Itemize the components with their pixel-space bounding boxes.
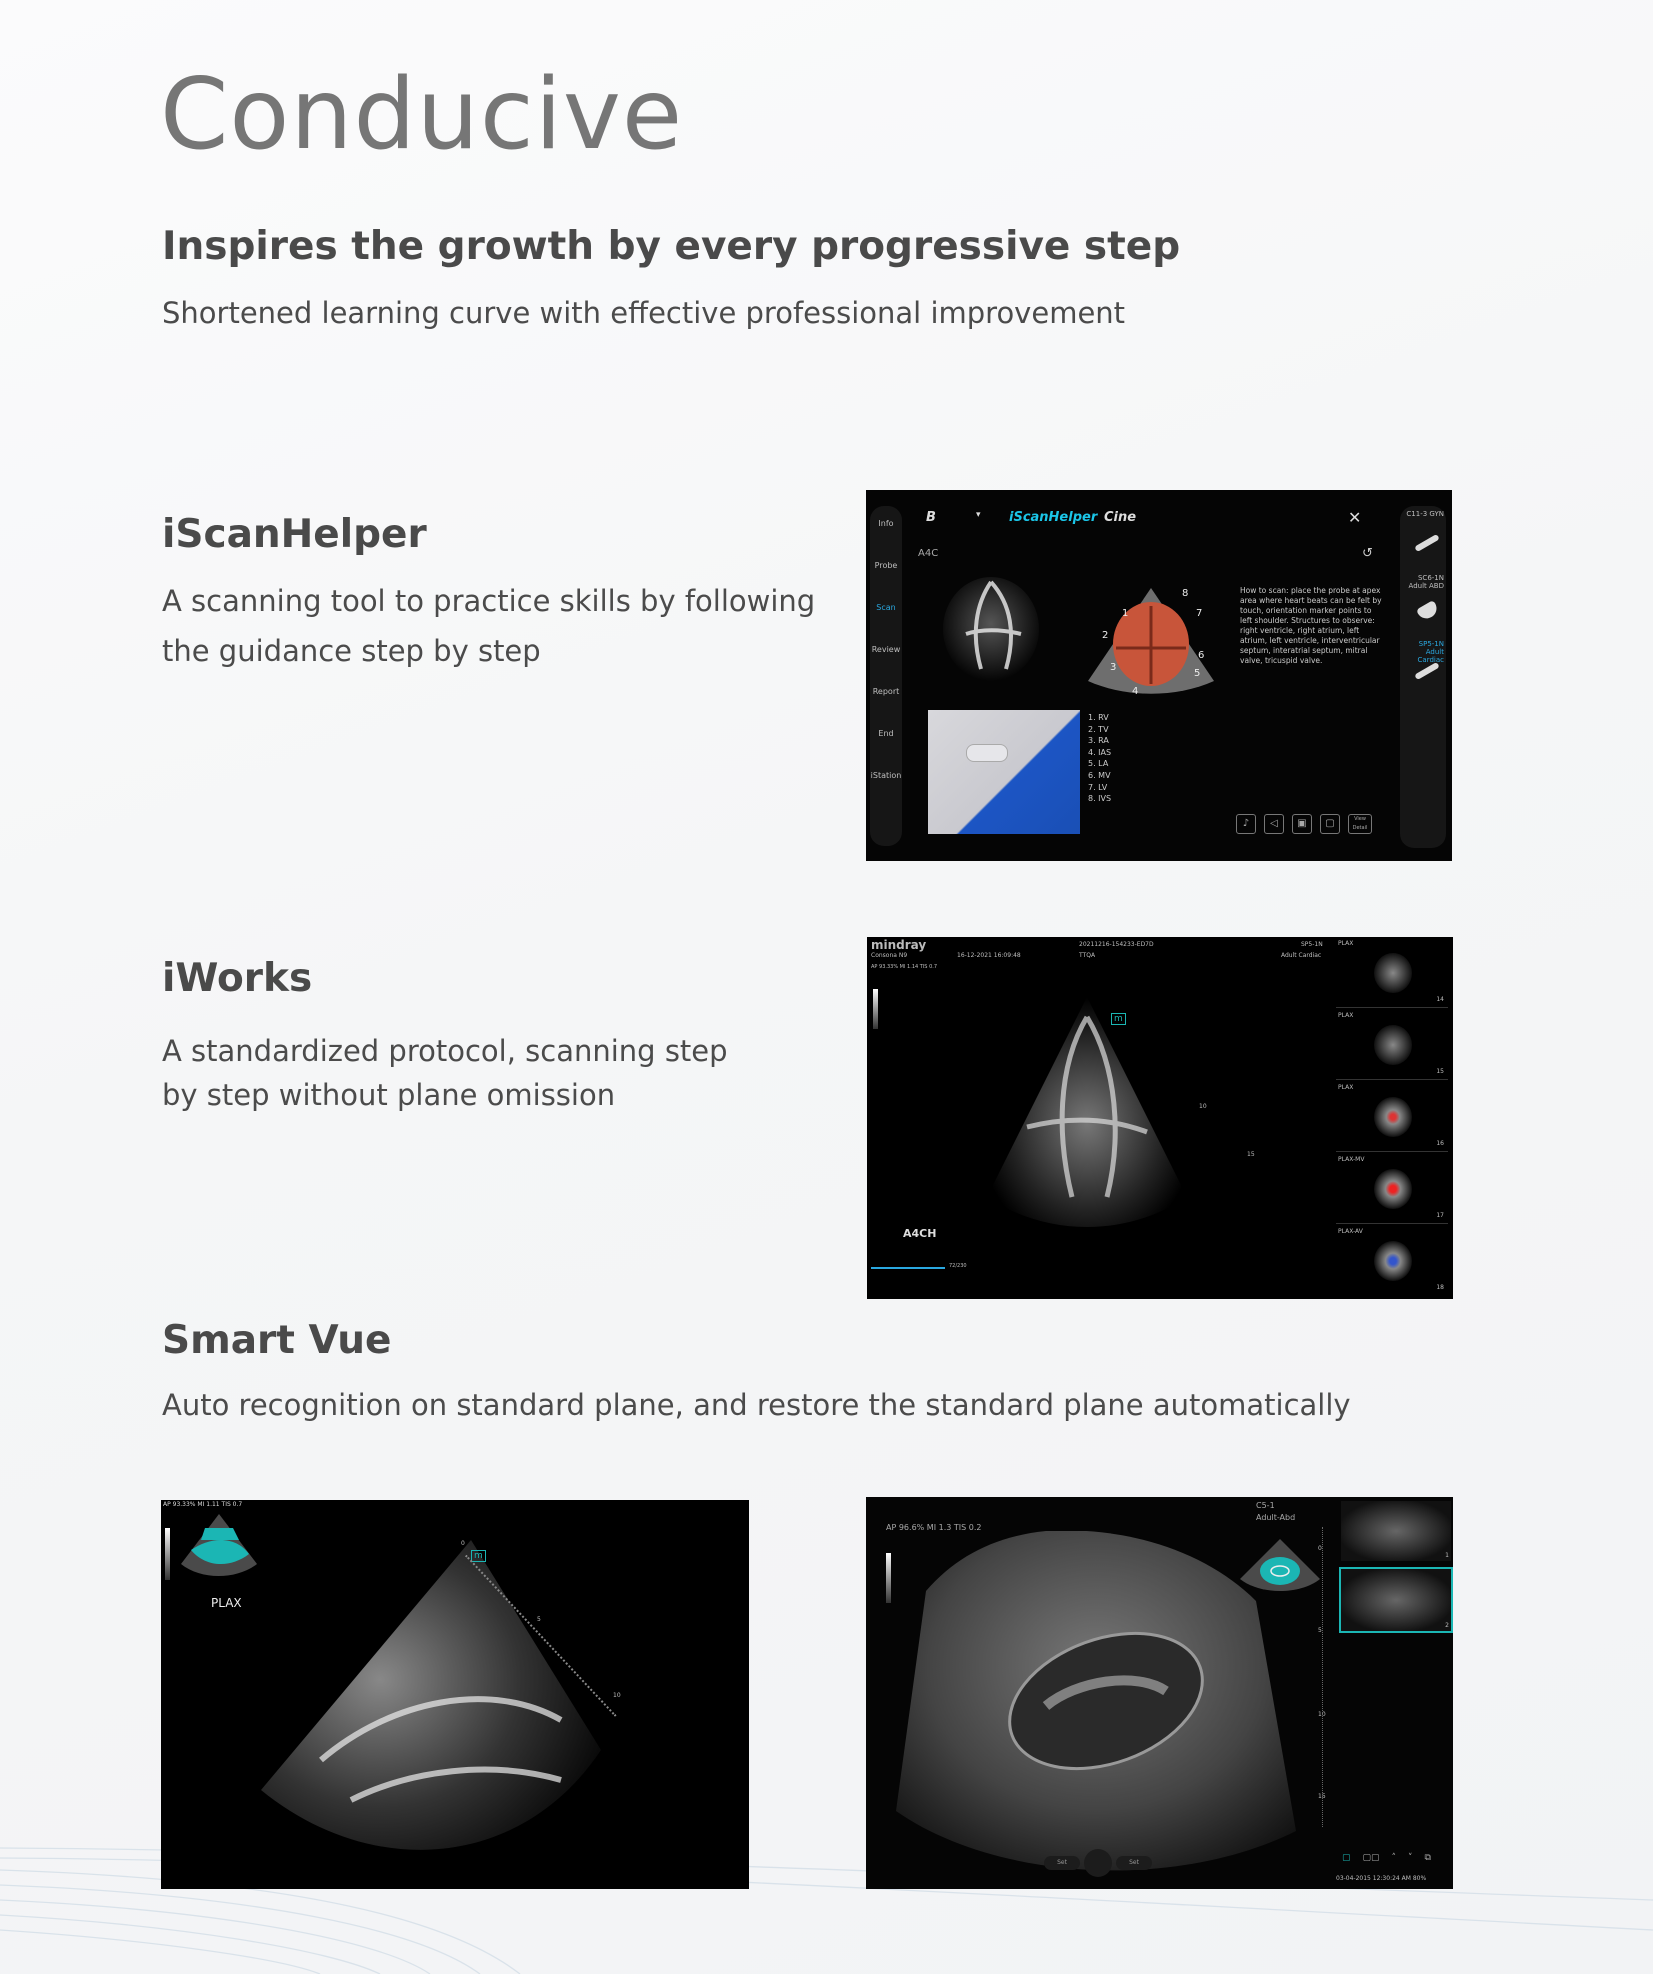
thumbnail-selected[interactable]: 2	[1339, 1567, 1453, 1633]
view-detail-button[interactable]: View Detail	[1348, 814, 1372, 834]
thumbnail[interactable]: PLAX-AV 18	[1338, 1228, 1444, 1291]
cine-count: 72/230	[949, 1263, 967, 1269]
legend-item: 8. IVS	[1088, 794, 1112, 804]
smartvue-desc: Auto recognition on standard plane, and restore the standard plane automatically	[162, 1388, 1351, 1422]
diagram-number-3: 3	[1110, 662, 1117, 673]
diagram-number-1: 1	[1122, 608, 1129, 619]
depth-mark: 10	[1318, 1711, 1326, 1718]
chevron-down-icon[interactable]: ˅	[1408, 1853, 1413, 1863]
echo-a4ch-image	[987, 997, 1187, 1237]
tab-iscanhelper[interactable]: iScanHelper	[1009, 510, 1098, 525]
acoustic-params: AP 93.33% MI 1.11 TIS 0.7	[163, 1501, 243, 1508]
probe-item[interactable]: SC6-1N Adult ABD	[1408, 574, 1444, 590]
thumbnail[interactable]: PLAX 16	[1336, 1081, 1448, 1152]
acoustic-params: AP 96.6% MI 1.3 TIS 0.2	[886, 1523, 982, 1532]
smartvue-abdomen-screenshot	[866, 1497, 1453, 1889]
single-view-icon[interactable]: ▢	[1320, 814, 1340, 834]
speaker-icon[interactable]: ◁	[1264, 814, 1284, 834]
iscanhelper-screenshot	[866, 490, 1452, 861]
ultrasound-kidney-image	[896, 1531, 1296, 1871]
legend-item: 3. RA	[1088, 736, 1109, 746]
diagram-number-5: 5	[1194, 668, 1201, 679]
tab-cine[interactable]: Cine	[1104, 510, 1137, 525]
screen-icon[interactable]: ⧉	[1424, 1853, 1431, 1863]
legend-item: 6. MV	[1088, 770, 1111, 780]
page-subheadline: Shortened learning curve with effective professional improvement	[162, 296, 1126, 330]
thumbnail-strip	[1334, 937, 1453, 1299]
legend-item: 2. TV	[1088, 724, 1109, 734]
page-headline: Inspires the growth by every progressive step	[162, 224, 1181, 269]
chevron-down-icon[interactable]: ▾	[976, 510, 981, 520]
diagram-number-4: 4	[1132, 686, 1139, 697]
view-label: PLAX	[211, 1596, 242, 1610]
depth-mark: 5	[1318, 1627, 1322, 1634]
layout-icon[interactable]: ▢	[1342, 1853, 1351, 1863]
smartvue-cardiac-screenshot	[161, 1500, 749, 1889]
depth-mark: 0	[461, 1540, 465, 1547]
depth-mark: 15	[1247, 1151, 1255, 1158]
iworks-desc-line1: A standardized protocol, scanning step	[162, 1034, 728, 1068]
status-bar: 03-04-2015 12:30:24 AM 80%	[1336, 1875, 1427, 1882]
diagram-number-6: 6	[1198, 650, 1205, 661]
depth-mark: 0	[1318, 1545, 1322, 1552]
probe-name: C5-1	[1256, 1501, 1275, 1510]
dual-layout-icon[interactable]: ▢▢	[1362, 1853, 1380, 1863]
close-icon[interactable]: ✕	[1348, 508, 1362, 527]
probe-item-active[interactable]: SP5-1N Adult Cardiac	[1417, 640, 1444, 664]
structure-legend	[1088, 712, 1111, 805]
orientation-marker: m	[471, 1550, 486, 1562]
depth-mark: 10	[1199, 1103, 1207, 1110]
depth-mark: 10	[613, 1692, 621, 1699]
depth-scale	[1322, 1527, 1323, 1827]
iscanhelper-desc-line1: A scanning tool to practice skills by following	[162, 584, 816, 618]
diagram-number-2: 2	[1102, 630, 1109, 641]
iworks-heading: iWorks	[162, 956, 313, 1001]
diagram-number-8: 8	[1182, 588, 1189, 599]
orientation-marker: m	[1111, 1013, 1126, 1025]
legend-item: 7. LV	[1088, 782, 1108, 792]
set-right-button[interactable]: Set	[1116, 1856, 1152, 1870]
operator: TTQA	[1079, 952, 1096, 959]
iscanhelper-heading: iScanHelper	[162, 512, 427, 557]
probe-item[interactable]: C11-3 GYN	[1406, 510, 1444, 518]
thumbnail[interactable]: PLAX-MV 17	[1336, 1153, 1448, 1224]
legend-item: 5. LA	[1088, 759, 1109, 769]
gray-bar	[873, 989, 878, 1029]
brand-logo: mindray	[871, 938, 927, 952]
echo-image	[936, 574, 1046, 684]
cine-bar[interactable]	[871, 1267, 945, 1269]
mode-select[interactable]: B	[926, 510, 936, 525]
acoustic-params: AP 93.33% MI 1.14 TIS 0.7	[871, 964, 938, 970]
smartvue-heading: Smart Vue	[162, 1318, 392, 1363]
gray-bar	[165, 1528, 170, 1580]
view-label: A4C	[918, 548, 939, 559]
undo-icon[interactable]: ↺	[1362, 546, 1373, 561]
set-left-button[interactable]: Set	[1044, 1856, 1080, 1870]
side-item-scan[interactable]: Scan	[876, 603, 896, 612]
thumbnail[interactable]: PLAX 14	[1336, 937, 1448, 1008]
iworks-desc-line2: by step without plane omission	[162, 1078, 616, 1112]
side-item-report[interactable]: Report	[872, 687, 900, 696]
view-label: A4CH	[903, 1227, 937, 1240]
side-item-probe[interactable]: Probe	[874, 561, 898, 570]
thumbnail[interactable]: 1	[1341, 1501, 1451, 1561]
exam-date: 16-12-2021 16:09:48	[957, 952, 1021, 959]
preset-name: Adult Cardiac	[1281, 952, 1322, 959]
depth-mark: 5	[537, 1616, 541, 1623]
gray-bar	[886, 1553, 891, 1603]
device-model: Consona N9	[871, 952, 908, 959]
chevron-up-icon[interactable]: ˄	[1391, 1853, 1397, 1863]
side-item-end[interactable]: End	[878, 729, 894, 738]
thumbnail[interactable]: PLAX 15	[1336, 1009, 1448, 1080]
howto-text: How to scan: place the probe at apex area where heart beats can be felt by touch, orientation marker points to left shoulder. Structures to observe: right ventricle, right atrium, left atrium, left ventricle, interventricular septum, interatrial septum, mitral valve, tricuspid valve.	[1240, 586, 1382, 665]
dual-view-icon[interactable]: ▣	[1292, 814, 1312, 834]
probe-name: SP5-1N	[1301, 941, 1323, 948]
iworks-screenshot	[867, 937, 1453, 1299]
exam-id: 20211216-154233-ED7D	[1079, 941, 1154, 948]
heart-diagram	[1086, 586, 1216, 696]
legend-item: 4. IAS	[1088, 747, 1112, 757]
center-knob[interactable]	[1084, 1849, 1112, 1877]
patient-photo	[928, 710, 1080, 834]
page-title: Conducive	[160, 58, 684, 172]
legend-item: 1. RV	[1088, 713, 1109, 722]
side-item-review[interactable]: Review	[871, 645, 901, 654]
plax-view-icon	[181, 1514, 257, 1580]
audio-icon[interactable]: ♪	[1236, 814, 1256, 834]
diagram-number-7: 7	[1196, 608, 1203, 619]
iscanhelper-desc-line2: the guidance step by step	[162, 634, 541, 668]
echo-plax-image	[261, 1540, 601, 1880]
side-item-info[interactable]: Info	[878, 519, 894, 528]
side-item-istation[interactable]: iStation	[870, 771, 902, 780]
preset-name: Adult-Abd	[1256, 1513, 1296, 1522]
depth-mark: 15	[1318, 1793, 1326, 1800]
probe-sidebar	[1400, 506, 1446, 848]
